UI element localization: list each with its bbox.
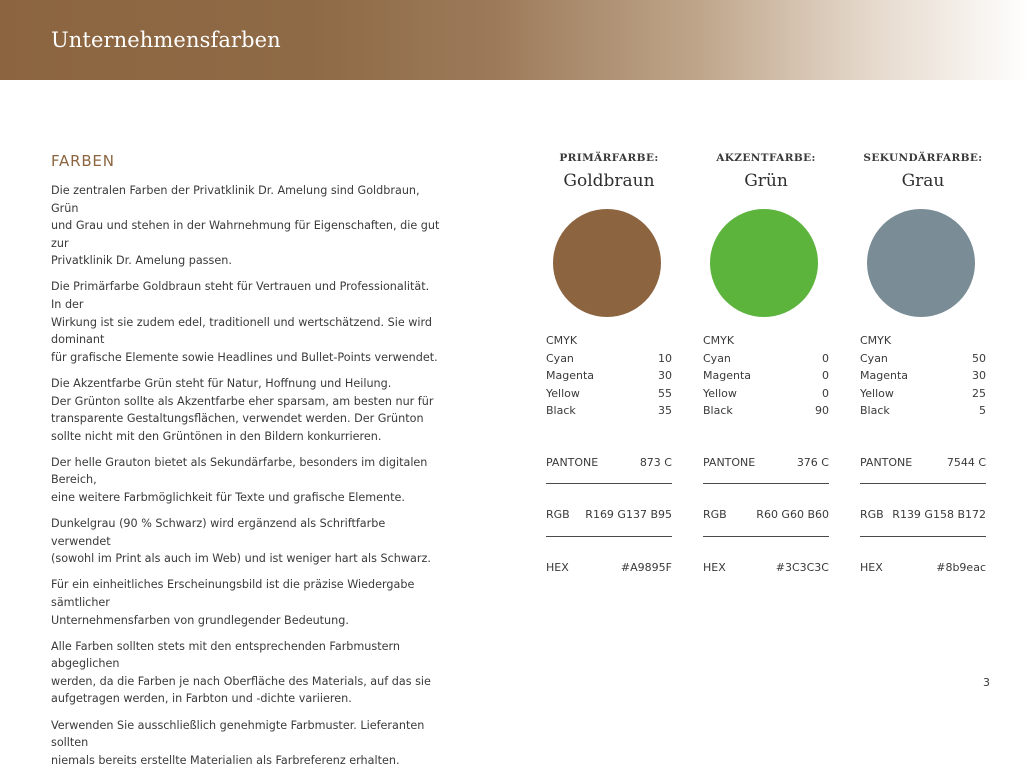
- cmyk-key: Yellow: [546, 386, 580, 400]
- paragraph: Die zentralen Farben der Privatklinik Dr. Amelung sind Goldbraun, Grün und Grau und stehen in der Wahrnehmung für Eigenschaften, die gut zur Privatklinik Dr. Amelung passen.: [51, 184, 440, 268]
- cmyk-key: Cyan: [703, 351, 731, 365]
- color-name: Grau: [901, 171, 945, 191]
- cmyk-value: 0: [822, 351, 829, 365]
- hex-row: [703, 561, 829, 574]
- color-role-label: AKZENTFARBE:: [716, 152, 816, 164]
- pantone-row: [546, 456, 672, 469]
- paragraph: Verwenden Sie ausschließlich genehmigte Farbmuster. Lieferanten sollten niemals bereits erstellte Materialien als Farbreferenz erhalten.: [51, 718, 425, 767]
- cmyk-row-yellow: [703, 385, 829, 403]
- cmyk-value: 0: [822, 369, 829, 383]
- rgb-row: [703, 508, 829, 521]
- hex-label: HEX: [860, 561, 883, 574]
- cmyk-value: 0: [822, 386, 829, 400]
- hex-value: #A9895F: [620, 561, 672, 574]
- divider: [546, 536, 672, 537]
- text-column: [51, 150, 441, 778]
- pantone-value: 376 C: [796, 456, 829, 469]
- cmyk-heading: CMYK: [546, 334, 578, 347]
- page-title: Unternehmensfarben: [51, 28, 281, 52]
- paragraph: Für ein einheitliches Erscheinungsbild ist die präzise Wiedergabe sämtlicher Unternehmensfarben von grundlegender Bedeutung.: [51, 578, 415, 627]
- pantone-row: [860, 456, 986, 469]
- divider: [546, 483, 672, 484]
- pantone-value: 873 C: [639, 456, 672, 469]
- divider: [703, 536, 829, 537]
- color-name: Grün: [744, 171, 788, 191]
- color-swatch: [710, 209, 818, 317]
- color-swatch: [553, 209, 661, 317]
- pantone-row: [703, 456, 829, 469]
- divider: [703, 483, 829, 484]
- paragraph: Alle Farben sollten stets mit den entsprechenden Farbmustern abgeglichen werden, da die Farben je nach Oberfläche des Materials, auf das sie aufgetragen werden, in Farbton und -dichte variieren.: [51, 639, 431, 706]
- hex-value: #3C3C3C: [775, 561, 829, 574]
- hex-row: [546, 561, 672, 574]
- cmyk-row-magenta: [860, 367, 986, 385]
- pantone-label: PANTONE: [546, 456, 599, 469]
- cmyk-row-yellow: [860, 385, 986, 403]
- page-number: 3: [983, 676, 990, 689]
- hex-value: #8b9eac: [936, 561, 986, 574]
- cmyk-row-black: [546, 402, 672, 420]
- cmyk-table: [546, 332, 672, 420]
- cmyk-row-magenta: [703, 367, 829, 385]
- cmyk-key: Cyan: [860, 351, 888, 365]
- hex-row: [860, 561, 986, 574]
- rgb-row: [860, 508, 986, 521]
- cmyk-row-black: [860, 402, 986, 420]
- cmyk-value: 30: [658, 369, 672, 383]
- cmyk-heading: CMYK: [860, 334, 892, 347]
- cmyk-value: 50: [972, 351, 986, 365]
- cmyk-key: Black: [703, 404, 733, 418]
- color-swatch: [867, 209, 975, 317]
- cmyk-key: Magenta: [546, 369, 595, 383]
- cmyk-key: Cyan: [546, 351, 574, 365]
- rgb-row: [546, 508, 672, 521]
- divider: [860, 536, 986, 537]
- cmyk-value: 35: [658, 404, 672, 418]
- rgb-value: R60 G60 B60: [756, 508, 829, 521]
- cmyk-key: Magenta: [703, 369, 752, 383]
- cmyk-value: 25: [972, 386, 986, 400]
- rgb-value: R139 G158 B172: [892, 508, 986, 521]
- header-banner: [0, 0, 1030, 80]
- cmyk-table: [703, 332, 829, 420]
- cmyk-row-black: [703, 402, 829, 420]
- cmyk-key: Black: [860, 404, 890, 418]
- color-role-label: PRIMÄRFARBE:: [559, 152, 659, 164]
- cmyk-value: 55: [658, 386, 672, 400]
- paragraph: Die Primärfarbe Goldbraun steht für Vertrauen und Professionalität. In der Wirkung ist sie zudem edel, traditionell und wertschätzend. Sie wird dominant für grafische Elemente sowie Headlines und Bullet-Points verwendet.: [51, 280, 438, 364]
- cmyk-value: 30: [972, 369, 986, 383]
- cmyk-table: [860, 332, 986, 420]
- cmyk-key: Yellow: [703, 386, 737, 400]
- cmyk-value: 90: [815, 404, 829, 418]
- rgb-value: R169 G137 B95: [585, 508, 672, 521]
- color-card-goldbraun: [546, 150, 672, 574]
- pantone-label: PANTONE: [703, 456, 756, 469]
- rgb-label: RGB: [546, 508, 570, 521]
- paragraph: Der helle Grauton bietet als Sekundärfarbe, besonders im digitalen Bereich, eine weitere Farbmöglichkeit für Texte und grafische Elemente.: [51, 455, 428, 504]
- cmyk-row-cyan: [546, 350, 672, 368]
- paragraph: Dunkelgrau (90 % Schwarz) wird ergänzend als Schriftfarbe verwendet (sowohl im Print als auch im Web) und ist weniger hart als Schwarz.: [51, 517, 431, 566]
- pantone-label: PANTONE: [860, 456, 913, 469]
- cmyk-value: 5: [979, 404, 986, 418]
- cmyk-key: Magenta: [860, 369, 909, 383]
- cmyk-row-magenta: [546, 367, 672, 385]
- rgb-label: RGB: [703, 508, 727, 521]
- divider: [860, 483, 986, 484]
- cmyk-key: Yellow: [860, 386, 894, 400]
- cmyk-key: Black: [546, 404, 576, 418]
- hex-label: HEX: [546, 561, 569, 574]
- color-role-label: SEKUNDÄRFARBE:: [863, 152, 983, 164]
- cmyk-row-yellow: [546, 385, 672, 403]
- cmyk-value: 10: [658, 351, 672, 365]
- color-card-grau: [860, 150, 986, 574]
- color-name: Goldbraun: [563, 171, 655, 191]
- pantone-value: 7544 C: [946, 456, 986, 469]
- cmyk-heading: CMYK: [703, 334, 735, 347]
- paragraph: Die Akzentfarbe Grün steht für Natur, Hoffnung und Heilung. Der Grünton sollte als Akzentfarbe eher sparsam, am besten nur für transparente Gestaltungsflächen, verwendet werden. Der Grünton sollte nicht mit den Grüntönen in den Bildern konkurrieren.: [51, 376, 434, 443]
- section-title: FARBEN: [51, 152, 115, 170]
- hex-label: HEX: [703, 561, 726, 574]
- rgb-label: RGB: [860, 508, 884, 521]
- cmyk-row-cyan: [860, 350, 986, 368]
- cmyk-row-cyan: [703, 350, 829, 368]
- color-card-gruen: [703, 150, 829, 574]
